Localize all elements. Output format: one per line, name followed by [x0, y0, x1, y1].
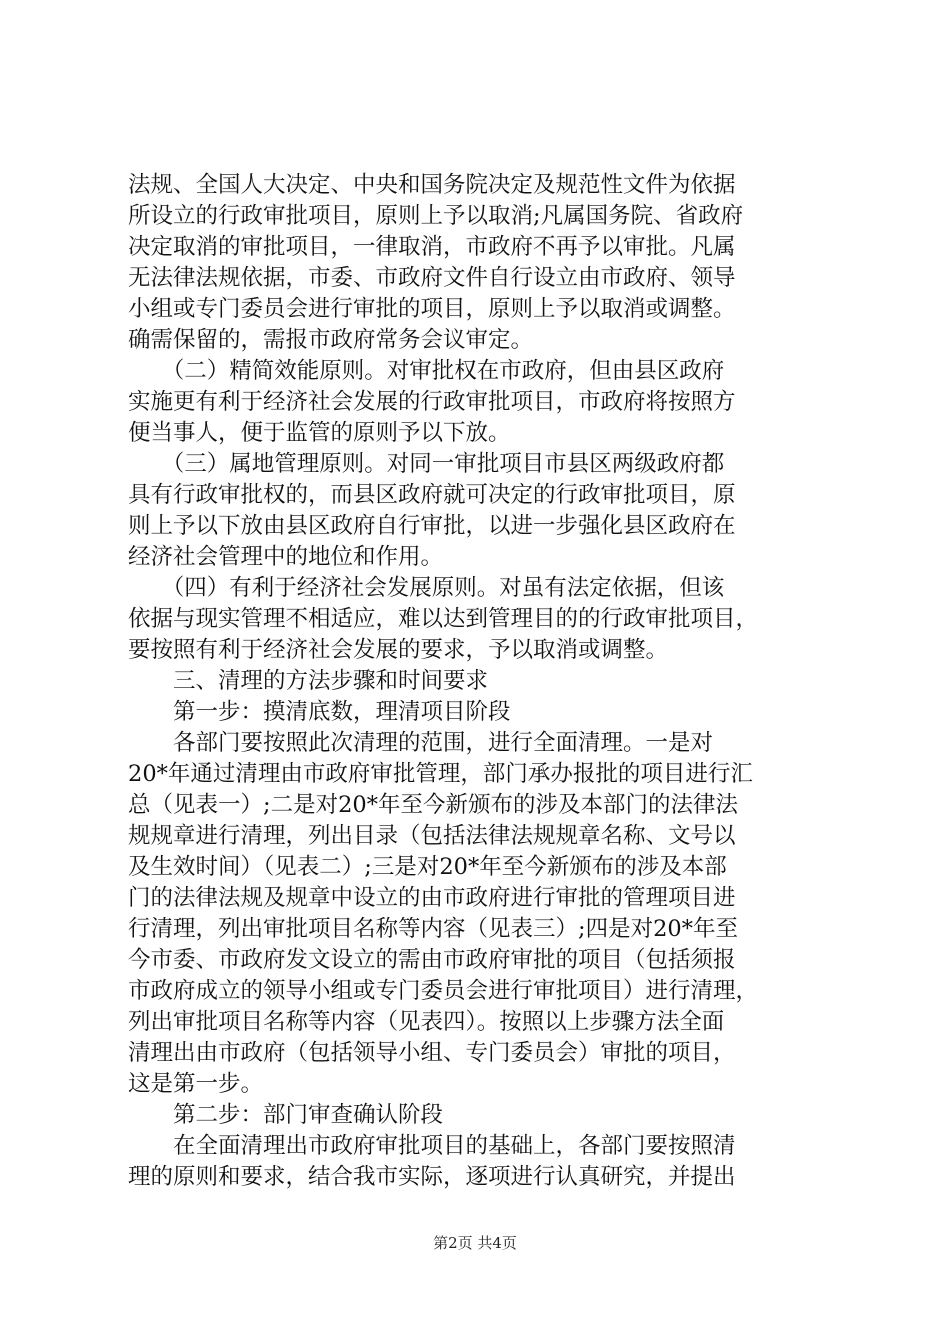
text-line: 清理出由市政府（包括领导小组、专门委员会）审批的项目， [128, 1040, 736, 1066]
text-line: 实施更有利于经济社会发展的行政审批项目，市政府将按照方 [128, 389, 736, 415]
text-line: 在全面清理出市政府审批项目的基础上，各部门要按照清 [128, 1133, 736, 1159]
text-line: 依据与现实管理不相适应，难以达到管理目的的行政审批项目， [128, 606, 759, 632]
text-line: 规规章进行清理，列出目录（包括法律法规规章名称、文号以 [128, 823, 736, 849]
text-line: 及生效时间）（见表二）;三是对20*年至今新颁布的涉及本部 [128, 854, 727, 880]
text-line: 所设立的行政审批项目，原则上予以取消;凡属国务院、省政府 [128, 203, 744, 229]
text-line: 确需保留的，需报市政府常务会议审定。 [128, 327, 534, 353]
text-line: 今市委、市政府发文设立的需由市政府审批的项目（包括须报 [128, 947, 736, 973]
text-line: 具有行政审批权的，而县区政府就可决定的行政审批项目，原 [128, 482, 736, 508]
text-line: 三、清理的方法步骤和时间要求 [128, 668, 489, 694]
text-line: 法规、全国人大决定、中央和国务院决定及规范性文件为依据 [128, 172, 736, 198]
text-line: （二）精简效能原则。对审批权在市政府，但由县区政府 [128, 358, 725, 384]
text-line: （三）属地管理原则。对同一审批项目市县区两级政府都 [128, 451, 725, 477]
text-line: 经济社会管理中的地位和作用。 [128, 544, 444, 570]
text-line: （四）有利于经济社会发展原则。对虽有法定依据，但该 [128, 575, 725, 601]
text-line: 无法律法规依据，市委、市政府文件自行设立由市政府、领导 [128, 265, 736, 291]
text-line: 市政府成立的领导小组或专门委员会进行审批项目）进行清理， [128, 978, 759, 1004]
page-footer: 第2页 共4页 [433, 1234, 517, 1252]
text-line: 小组或专门委员会进行审批的项目，原则上予以取消或调整。 [128, 296, 736, 322]
text-line: 要按照有利于经济社会发展的要求，予以取消或调整。 [128, 637, 669, 663]
text-line: 列出审批项目名称等内容（见表四）。按照以上步骤方法全面 [128, 1009, 725, 1035]
text-line: 第一步：摸清底数，理清项目阶段 [128, 699, 511, 725]
text-line: 行清理，列出审批项目名称等内容（见表三）;四是对20*年至 [128, 916, 738, 942]
text-line: 便当事人，便于监管的原则予以下放。 [128, 420, 511, 446]
document-body [128, 170, 828, 1193]
text-line: 各部门要按照此次清理的范围，进行全面清理。一是对 [128, 730, 714, 756]
text-line: 理的原则和要求，结合我市实际，逐项进行认真研究，并提出 [128, 1164, 736, 1190]
text-line: 第二步：部门审查确认阶段 [128, 1102, 444, 1128]
text-line: 门的法律法规及规章中设立的由市政府进行审批的管理项目进 [128, 885, 736, 911]
text-line: 这是第一步。 [128, 1071, 264, 1097]
text-line: 决定取消的审批项目，一律取消，市政府不再予以审批。凡属 [128, 234, 736, 260]
text-line: 总（见表一）;二是对20*年至今新颁布的涉及本部门的法律法 [128, 792, 738, 818]
text-line: 20*年通过清理由市政府审批管理，部门承办报批的项目进行汇 [128, 761, 753, 787]
text-line: 则上予以下放由县区政府自行审批，以进一步强化县区政府在 [128, 513, 736, 539]
